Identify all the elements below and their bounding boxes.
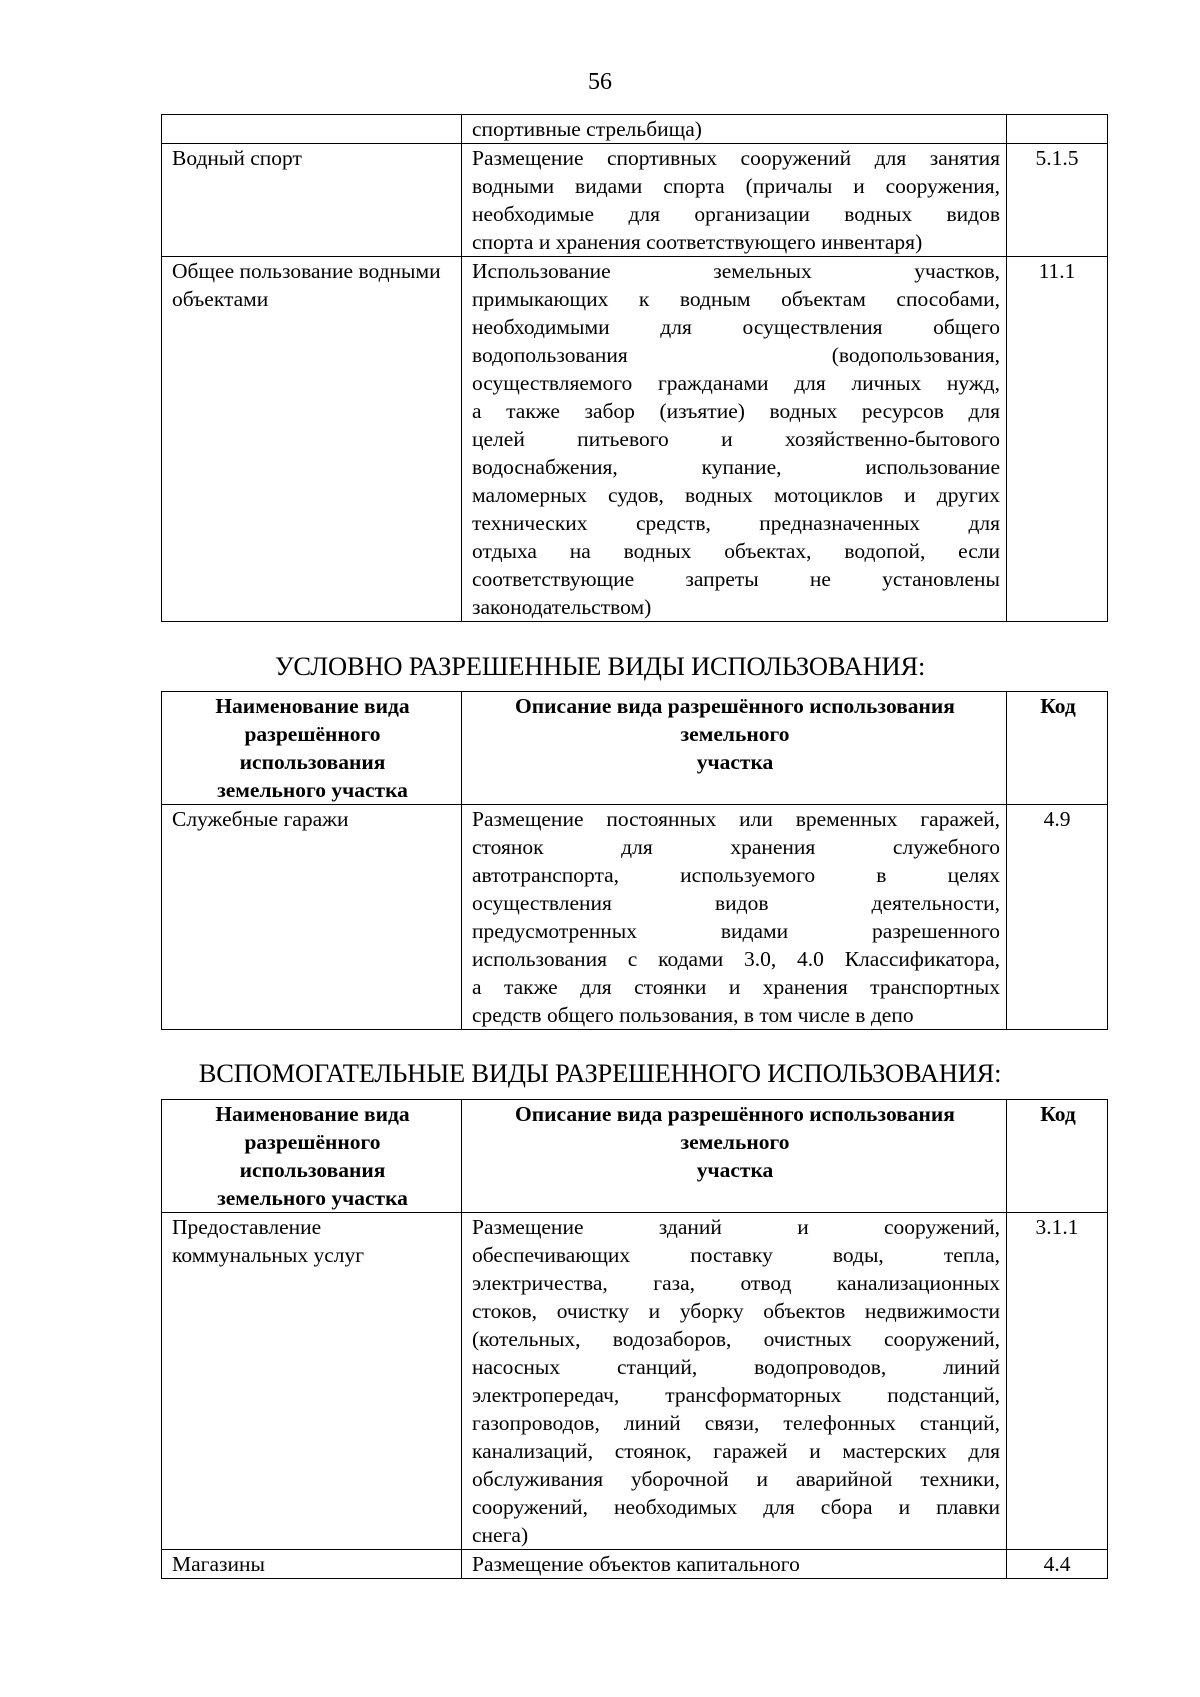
description-line: канализаций, стоянок, гаражей и мастерских для xyxy=(472,1439,1000,1463)
header-line: разрешённого xyxy=(244,1130,381,1154)
description-line: газопроводов, линий связи, телефонных станций, xyxy=(472,1411,1000,1435)
description-line: а также для стоянки и хранения транспортных xyxy=(472,975,1000,999)
header-line: Описание вида разрешённого использования xyxy=(515,1102,955,1126)
header-line: Описание вида разрешённого использования xyxy=(515,694,955,718)
header-line: участка xyxy=(696,1158,774,1182)
description-line: Размещение зданий и сооружений, xyxy=(472,1215,1000,1239)
use-description-cell xyxy=(462,115,1007,144)
description-line: средств общего пользования, в том числе в депо xyxy=(472,1003,914,1027)
description-line: Использование земельных участков, xyxy=(472,259,1000,283)
table-row xyxy=(162,257,1108,622)
use-description-cell xyxy=(462,1213,1007,1550)
table-header-row xyxy=(162,692,1108,805)
table-row xyxy=(162,1213,1108,1550)
use-name-cell: Предоставление коммунальных услуг xyxy=(162,1213,462,1550)
description-line: сооружений, необходимых для сбора и плавки xyxy=(472,1495,1000,1519)
description-line: а также забор (изъятие) водных ресурсов для xyxy=(472,399,1000,423)
description-line: обеспечивающих поставку воды, тепла, xyxy=(472,1243,1000,1267)
header-description xyxy=(462,1100,1007,1213)
table-row xyxy=(162,144,1108,257)
page-number: 56 xyxy=(588,69,612,95)
use-code-cell: 4.4 xyxy=(1007,1550,1108,1579)
description-line: электропередач, трансформаторных подстанций, xyxy=(472,1383,1000,1407)
use-code-cell: 11.1 xyxy=(1007,257,1108,622)
header-line: использования xyxy=(239,1158,386,1182)
description-line: маломерных судов, водных мотоциклов и других xyxy=(472,483,1000,507)
description-line: водопользования (водопользования, xyxy=(472,343,1000,367)
header-line: земельного участка xyxy=(217,1186,408,1210)
description-line: примыкающих к водным объектам способами, xyxy=(472,287,1000,311)
use-description-cell xyxy=(462,144,1007,257)
table1-body xyxy=(162,115,1108,622)
header-line: земельного xyxy=(680,1130,790,1154)
description-line: законодательством) xyxy=(472,595,652,619)
use-name-cell: Общее пользование водными объектами xyxy=(162,257,462,622)
use-code-cell: 5.1.5 xyxy=(1007,144,1108,257)
use-name-cell: Водный спорт xyxy=(162,144,462,257)
description-line: спорта и хранения соответствующего инвентаря) xyxy=(472,230,923,254)
description-line: соответствующие запреты не установлены xyxy=(472,567,1000,591)
description-line: предусмотренных видами разрешенного xyxy=(472,919,1000,943)
description-line: водными видами спорта (причалы и сооружения, xyxy=(472,174,1000,198)
description-line: целей питьевого и хозяйственно-бытового xyxy=(472,427,1000,451)
use-description-cell xyxy=(462,805,1007,1030)
description-line: стоянок для хранения служебного xyxy=(472,835,1000,859)
header-line: Наименование вида xyxy=(215,694,410,718)
description-line: спортивные стрельбища) xyxy=(472,117,702,141)
use-name-cell: Магазины xyxy=(162,1550,462,1579)
description-line: снега) xyxy=(472,1523,529,1547)
description-line: осуществляемого гражданами для личных нужд, xyxy=(472,371,1000,395)
use-code-cell xyxy=(1007,115,1108,144)
header-code: Код xyxy=(1007,692,1108,805)
header-name xyxy=(162,692,462,805)
header-line: Наименование вида xyxy=(215,1102,410,1126)
description-line: электричества, газа, отвод канализационных xyxy=(472,1271,1000,1295)
description-line: Размещение постоянных или временных гаражей, xyxy=(472,807,1000,831)
description-line: стоков, очистку и уборку объектов недвижимости xyxy=(472,1299,1000,1323)
header-description xyxy=(462,692,1007,805)
use-name-cell xyxy=(162,115,462,144)
description-line: насосных станций, водопроводов, линий xyxy=(472,1355,1000,1379)
description-line: обслуживания уборочной и аварийной техники, xyxy=(472,1467,1000,1491)
use-description-cell xyxy=(462,1550,1007,1579)
permitted-uses-table-continued xyxy=(161,114,1108,622)
description-line: (котельных, водозаборов, очистных сооружений, xyxy=(472,1327,1000,1351)
auxiliary-uses-title: ВСПОМОГАТЕЛЬНЫЕ ВИДЫ РАЗРЕШЕННОГО ИСПОЛЬЗОВАНИЯ: xyxy=(198,1058,1002,1088)
header-line: использования xyxy=(239,750,386,774)
auxiliary-uses-table xyxy=(161,1099,1108,1579)
header-code: Код xyxy=(1007,1100,1108,1213)
description-line: автотранспорта, используемого в целях xyxy=(472,863,1000,887)
table-row xyxy=(162,1550,1108,1579)
header-line: земельного участка xyxy=(217,778,408,802)
description-line: Размещение объектов капитального xyxy=(472,1552,800,1576)
table3-body xyxy=(162,1213,1108,1579)
header-line: участка xyxy=(696,750,774,774)
header-line: разрешённого xyxy=(244,722,381,746)
description-line: необходимые для организации водных видов xyxy=(472,202,1000,226)
header-name xyxy=(162,1100,462,1213)
description-line: Размещение спортивных сооружений для занятия xyxy=(472,146,1000,170)
description-line: отдыха на водных объектах, водопой, если xyxy=(472,539,1000,563)
description-line: водоснабжения, купание, использование xyxy=(472,455,1000,479)
description-line: технических средств, предназначенных для xyxy=(472,511,1000,535)
table-header-row xyxy=(162,1100,1108,1213)
description-line: осуществления видов деятельности, xyxy=(472,891,1000,915)
table-row xyxy=(162,805,1108,1030)
description-line: необходимыми для осуществления общего xyxy=(472,315,1000,339)
table2-body xyxy=(162,805,1108,1030)
table-row xyxy=(162,115,1108,144)
conditional-uses-title: УСЛОВНО РАЗРЕШЕННЫЕ ВИДЫ ИСПОЛЬЗОВАНИЯ: xyxy=(274,651,926,681)
use-code-cell: 3.1.1 xyxy=(1007,1213,1108,1550)
header-line: земельного xyxy=(680,722,790,746)
description-line: использования с кодами 3.0, 4.0 Классификатора, xyxy=(472,947,1000,971)
use-code-cell: 4.9 xyxy=(1007,805,1108,1030)
conditional-uses-table xyxy=(161,691,1108,1030)
use-name-cell: Служебные гаражи xyxy=(162,805,462,1030)
use-description-cell xyxy=(462,257,1007,622)
